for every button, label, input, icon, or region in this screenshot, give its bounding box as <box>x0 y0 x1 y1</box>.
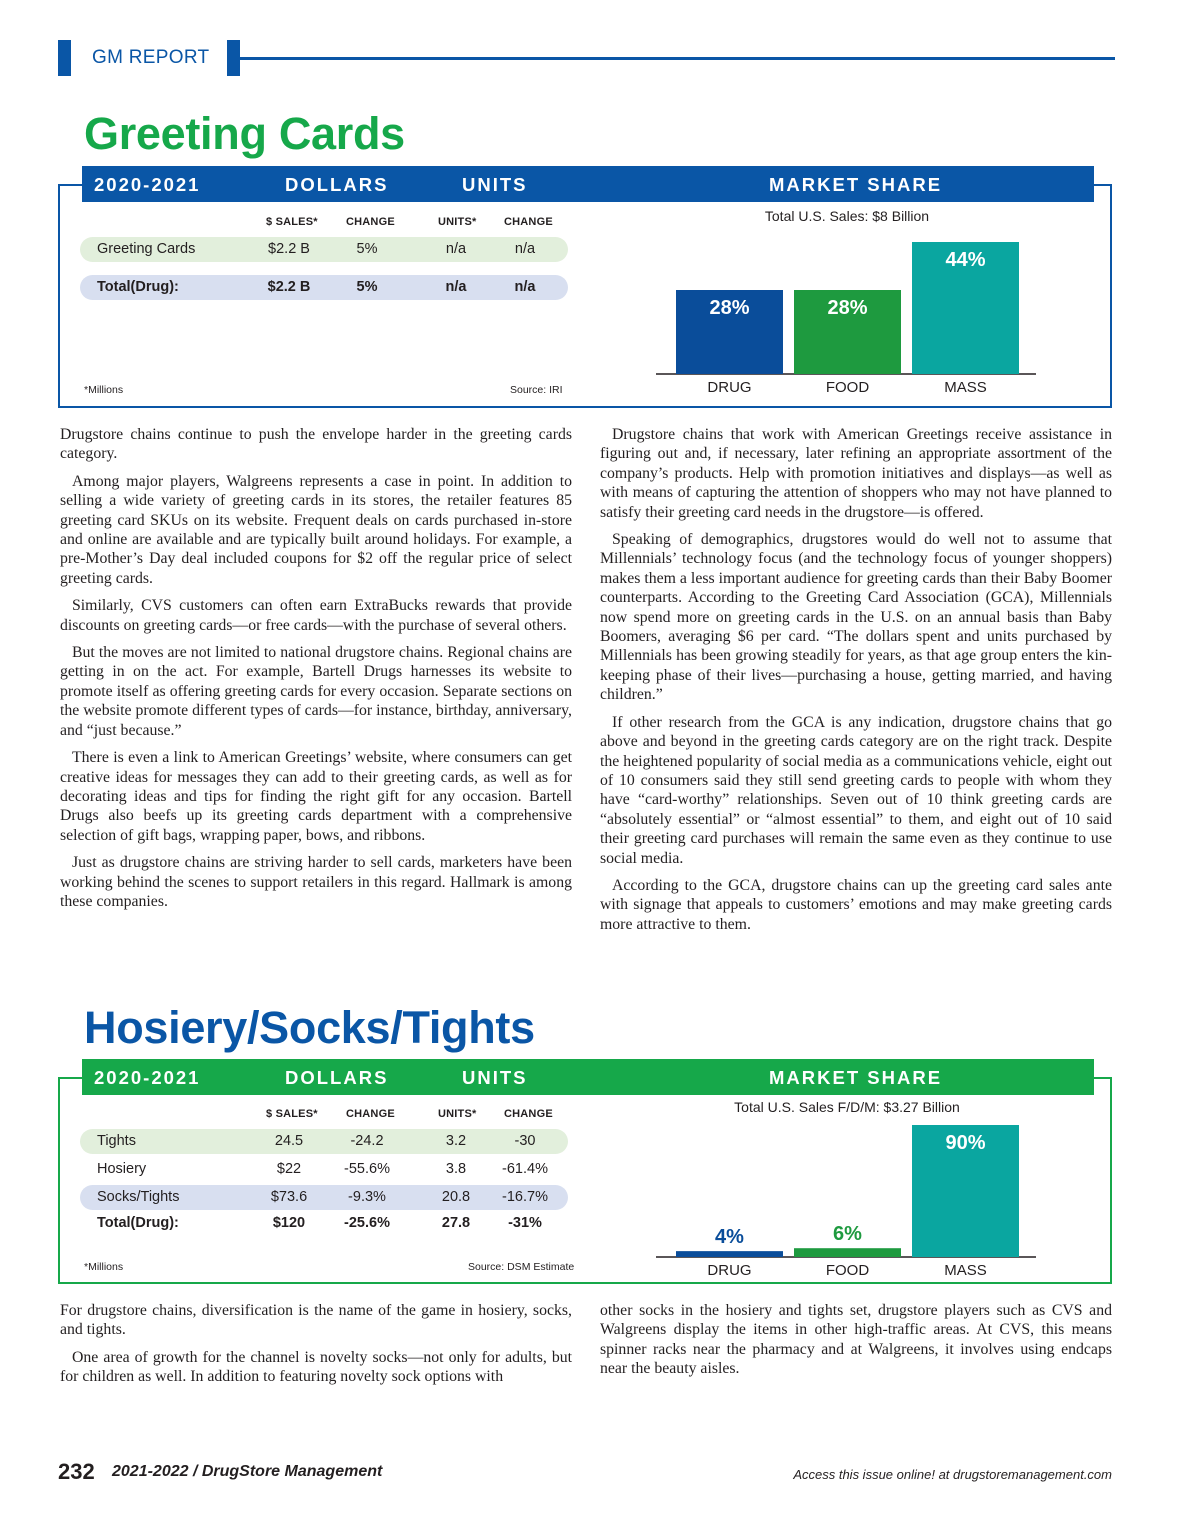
article-paragraph: According to the GCA, drugstore chains can up the greeting card sales ante with signage that appeals to customers’ emotions and may make greeting cards more attractive to them. <box>600 876 1112 933</box>
row-uchange: n/a <box>514 241 536 257</box>
row-units: 20.8 <box>441 1189 471 1205</box>
row-sales: $22 <box>276 1161 302 1177</box>
total-units: n/a <box>445 279 467 295</box>
hosiery-units-heading: UNITS <box>462 1067 528 1088</box>
article-paragraph: One area of growth for the channel is novelty socks—not only for adults, but for children as well. In addition to featuring novelty sock options with <box>60 1348 572 1386</box>
tick-label: MASS <box>944 1262 987 1279</box>
greeting-title: Greeting Cards <box>84 108 405 159</box>
hosiery-col-change: CHANGE <box>346 1108 395 1120</box>
row-label: Socks/Tights <box>97 1189 180 1205</box>
greeting-col-sales: $ SALES* <box>266 216 318 228</box>
hosiery-market-share-chart <box>656 1120 1038 1283</box>
greeting-year: 2020-2021 <box>94 174 201 195</box>
row-change: -24.2 <box>350 1133 384 1149</box>
total-change: -25.6% <box>344 1215 390 1231</box>
page-number: 232 <box>58 1459 95 1484</box>
greeting-units-heading: UNITS <box>462 174 528 195</box>
row-units: n/a <box>445 241 467 257</box>
article-paragraph: For drugstore chains, diversification is the name of the game in hosiery, socks, and tights. <box>60 1302 572 1339</box>
row-uchange: -30 <box>514 1133 536 1149</box>
article-paragraph: Just as drugstore chains are striving harder to sell cards, marketers have been working behind the scenes to support retailers in this regard. Hallmark is among these companies. <box>60 854 572 910</box>
greeting-market-share-chart <box>656 230 1038 400</box>
total-sales: $120 <box>272 1215 306 1231</box>
row-units: 3.2 <box>445 1133 467 1149</box>
hosiery-note: *Millions <box>84 1261 124 1273</box>
total-units: 27.8 <box>441 1215 471 1231</box>
total-label: Total(Drug): <box>97 279 179 295</box>
tick-label: DRUG <box>707 1262 752 1279</box>
row-label: Greeting Cards <box>97 241 196 257</box>
greeting-dollars-heading: DOLLARS <box>285 174 389 195</box>
hosiery-source: Source: DSM Estimate <box>468 1261 575 1273</box>
greeting-col-units: UNITS* <box>438 216 477 228</box>
data-label: 28% <box>709 297 750 319</box>
tick-label: FOOD <box>825 1262 870 1279</box>
data-label: 44% <box>945 249 986 271</box>
header-accent-bar <box>58 40 71 76</box>
article-paragraph: Similarly, CVS customers can often earn ExtraBucks rewards that provide discounts on greeting cards—or free cards—with the purchase of several others. <box>60 597 572 634</box>
tick-label: FOOD <box>825 379 870 396</box>
row-label: Hosiery <box>97 1161 147 1177</box>
article-paragraph: Drugstore chains that work with American Greetings receive assistance in figuring out and, if necessary, later refining an appropriate assortment of the company’s products. Help with promotion initiatives and displays—as well as with means of capturing the attention of shoppers who may not have planned to satisfy their greeting card needs in the drugstore—is offered. <box>600 426 1112 521</box>
tick-label: MASS <box>944 379 987 396</box>
greeting-article-left <box>60 425 572 919</box>
total-label: Total(Drug): <box>97 1215 179 1231</box>
hosiery-year: 2020-2021 <box>94 1067 201 1088</box>
article-paragraph: Speaking of demographics, drugstores would do well not to assume that Millennials’ technology focus (and the technology focus of younger shoppers) makes them a less important audience for greeting cards than their Baby Boomer counterparts. According to the Greeting Card Association (GCA), Millennials now spend more on greeting cards in the U.S. on an annual basis than Baby Boomers, averaging $6 per card. “The dollars spent and units purchased by Millennials has been growing steadily for years, as that age group enters the kin-keeping phase of their lives—purchasing a house, getting married, and having children.” <box>600 531 1112 704</box>
data-label: 6% <box>833 1223 862 1246</box>
hosiery-col-uchange: CHANGE <box>504 1108 553 1120</box>
hosiery-dollars-heading: DOLLARS <box>285 1067 389 1088</box>
total-change: 5% <box>356 279 378 295</box>
publication-name: 2021-2022 / DrugStore Management <box>112 1463 383 1480</box>
row-sales: $2.2 B <box>268 241 310 257</box>
bar-drug <box>676 1251 783 1257</box>
data-label: 28% <box>827 297 868 319</box>
chart-title: Total U.S. Sales F/D/M: $3.27 Billion <box>734 1099 960 1115</box>
row-units: 3.8 <box>445 1161 467 1177</box>
article-paragraph: If other research from the GCA is any indication, drugstore chains that go above and beyond in the greeting cards category are on the right track. Despite the heightened popularity of social media as a communications vehicle, eight out of 10 consumers said they still send greeting cards to people with whom they have “card-worthy” relationships. Seven out of 10 think greeting cards are “absolutely essential” or “almost essential” to them, and eight out of 10 said their greeting card purchases will remain the same even as they continue to use social media. <box>600 713 1112 867</box>
bar-food <box>794 1248 901 1257</box>
chart-title: Total U.S. Sales: $8 Billion <box>764 208 930 224</box>
hosiery-article-left <box>60 1301 572 1395</box>
tick-label: DRUG <box>707 379 752 396</box>
hosiery-col-sales: $ SALES* <box>266 1108 318 1120</box>
row-change: -9.3% <box>348 1189 386 1205</box>
hosiery-title: Hosiery/Socks/Tights <box>84 1002 535 1053</box>
row-uchange: -16.7% <box>502 1189 548 1205</box>
article-paragraph: But the moves are not limited to national drugstore chains. Regional chains are getting in on the act. For example, Bartell Drugs harnesses its website to promote itself as offering greeting cards for every occasion. Separate sections on the website promote different types of cards—for instance, birthday, anniversary, and “just because.” <box>60 644 572 739</box>
hosiery-col-units: UNITS* <box>438 1108 477 1120</box>
hosiery-share-heading: MARKET SHARE <box>769 1067 943 1088</box>
row-sales: $73.6 <box>270 1189 308 1205</box>
article-paragraph: Drugstore chains continue to push the envelope harder in the greeting cards category. <box>60 426 572 463</box>
greeting-note: *Millions <box>84 384 124 396</box>
row-label: Tights <box>97 1133 136 1149</box>
total-uchange: n/a <box>514 279 536 295</box>
row-change: 5% <box>356 241 378 257</box>
section-label: GM REPORT <box>92 47 210 68</box>
greeting-col-change: CHANGE <box>346 216 395 228</box>
greeting-col-uchange: CHANGE <box>504 216 553 228</box>
greeting-header-bar <box>82 166 1094 202</box>
data-label: 90% <box>945 1132 986 1154</box>
header-accent-bar-2 <box>227 40 240 76</box>
row-sales: 24.5 <box>274 1133 304 1149</box>
online-link: Access this issue online! at drugstoremanagement.com <box>793 1467 1112 1482</box>
article-paragraph: There is even a link to American Greetings’ website, where consumers can get creative ideas for messages they can add to their greeting cards, as well as for decorating ideas and tips for finding the right gift for any occasion. Bartell Drugs also beefs up its greeting cards department with a comprehensive selection of gift bags, wrapping paper, bows, and ribbons. <box>60 749 572 844</box>
article-paragraph: other socks in the hosiery and tights set, drugstore players such as CVS and Walgreens display the items in other high-traffic areas. At CVS, this means spinner racks near the pharmacy and at Walgreens, it involves using endcaps near the beauty aisles. <box>600 1302 1112 1378</box>
greeting-article-right <box>600 425 1112 942</box>
greeting-source: Source: IRI <box>510 384 563 396</box>
row-change: -55.6% <box>344 1161 390 1177</box>
greeting-share-heading: MARKET SHARE <box>769 174 943 195</box>
total-sales: $2.2 B <box>267 279 311 295</box>
data-label: 4% <box>715 1226 744 1249</box>
row-uchange: -61.4% <box>502 1161 548 1177</box>
hosiery-header-bar <box>82 1059 1094 1095</box>
header-rule <box>240 57 1115 60</box>
hosiery-article-right <box>600 1301 1112 1387</box>
article-paragraph: Among major players, Walgreens represents a case in point. In addition to selling a wide variety of greeting cards in its stores, the retailer features 85 greeting card SKUs on its website. Frequent deals on cards purchased in-store and online are available and are typically built around holidays. For example, a pre-Mother’s Day deal included coupons for $2 off the regular price of select greeting cards. <box>60 472 572 587</box>
total-uchange: -31% <box>508 1215 542 1231</box>
